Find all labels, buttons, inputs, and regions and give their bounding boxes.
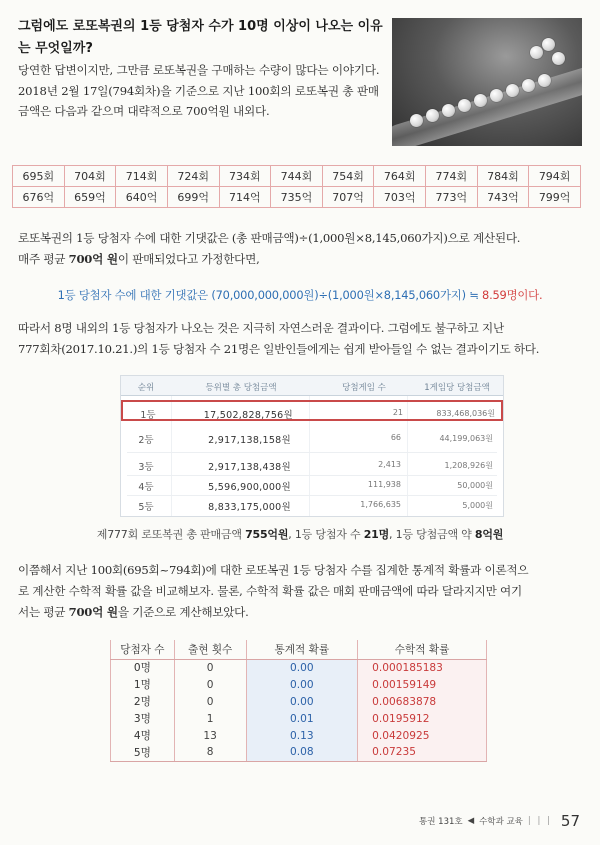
lotto-ball xyxy=(522,79,535,92)
header-games: 당첨게임 수 xyxy=(342,383,386,393)
probability-row xyxy=(111,693,487,710)
total-amount: 2,917,138,438원 xyxy=(208,462,291,473)
rank: 5등 xyxy=(138,502,154,513)
amount-cell: 714억 xyxy=(219,187,271,208)
bold-amount: 700억 원 xyxy=(68,605,118,619)
lotto-machine-photo xyxy=(392,18,582,146)
prize-row xyxy=(121,494,503,515)
statistical-probability: 0.00 xyxy=(246,676,358,693)
conclusion-paragraph xyxy=(18,318,584,360)
statistical-probability: 0.00 xyxy=(246,693,358,710)
probability-table xyxy=(110,640,487,762)
comparison-line-3 xyxy=(18,602,584,623)
caption-text: 제777회 로또복권 총 판매금액 xyxy=(96,528,246,541)
header-winners: 당첨자 수 xyxy=(111,640,175,659)
round-cell: 784회 xyxy=(477,166,529,187)
per-game-amount: 44,199,063원 xyxy=(439,434,493,443)
per-game-amount: 833,468,036원 xyxy=(436,409,495,418)
round-cell: 774회 xyxy=(426,166,478,187)
sales-table xyxy=(12,165,581,208)
occurrence-count: 0 xyxy=(174,676,246,693)
divider-bars: | | | xyxy=(527,816,552,826)
games-count: 111,938 xyxy=(367,480,401,489)
per-game-amount: 1,208,926원 xyxy=(444,461,493,470)
row-divider xyxy=(127,452,497,453)
round-cell: 794회 xyxy=(529,166,581,187)
page-footer xyxy=(419,812,580,830)
text-run: 을 기준으로 계산해보았다. xyxy=(117,605,249,619)
total-amount: 17,502,828,756원 xyxy=(203,410,293,421)
winner-count: 4명 xyxy=(111,727,175,744)
rank: 3등 xyxy=(138,462,154,473)
games-count: 1,766,635 xyxy=(360,500,401,509)
games-count: 2,413 xyxy=(378,460,401,469)
prize-row xyxy=(121,427,503,448)
lotto-ball xyxy=(410,114,423,127)
formula-result: 8.59명이다. xyxy=(482,288,543,302)
header-total: 등위별 총 당첨금액 xyxy=(205,383,277,393)
amount-cell: 640억 xyxy=(116,187,168,208)
lotto-ball xyxy=(458,99,471,112)
caption-bold: 8억원 xyxy=(474,528,504,541)
comparison-line-1: 이쯤해서 지난 100회(695회~794회)에 대한 로또복권 1등 당첨자 수를 집계한 통계적 확률과 이론적으 xyxy=(18,563,529,577)
prize-row xyxy=(121,474,503,495)
intro-paragraph: 당연한 답변이지만, 그만큼 로또복권을 구매하는 수량이 많다는 이야기다. 2018년 2월 17일(794회차)을 기준으로 지난 100회의 로또복권 총 판매금액은 다음과 같으며 대략적으로 700억원 내외다. xyxy=(18,63,380,118)
text-run: 이 판매되었다고 가정한다면, xyxy=(117,252,260,266)
conclusion-line-2: 777회차(2017.10.21.)의 1등 당첨자 수 21명은 일반인들에게는 쉽게 받아들일 수 없는 결과이기도 하다. xyxy=(18,342,540,356)
round-cell: 734회 xyxy=(219,166,271,187)
amount-cell: 735억 xyxy=(271,187,323,208)
sales-amount-row xyxy=(13,187,581,208)
round-cell: 754회 xyxy=(322,166,374,187)
amount-cell: 703억 xyxy=(374,187,426,208)
lotto-ball xyxy=(530,46,543,59)
caption-text: , 1등 당첨자 수 xyxy=(288,528,364,541)
formula-text: 1등 당첨자 수에 대한 기댓값은 (70,000,000,000원)÷(1,000원×8,145,060가지) ≒ xyxy=(57,288,483,302)
per-game-amount: 5,000원 xyxy=(462,501,493,510)
games-count: 66 xyxy=(390,433,401,442)
lotto-ball xyxy=(552,52,565,65)
mathematical-probability: 0.07235 xyxy=(358,744,487,761)
header-statistical: 통계적 확률 xyxy=(246,640,358,659)
lotto-ball xyxy=(542,38,555,51)
expectation-line-2 xyxy=(18,249,584,270)
mathematical-probability: 0.00159149 xyxy=(358,676,487,693)
round-cell: 704회 xyxy=(64,166,116,187)
header-occurrences: 출현 횟수 xyxy=(174,640,246,659)
round-cell: 695회 xyxy=(13,166,65,187)
expectation-formula xyxy=(0,287,600,303)
per-game-amount: 50,000원 xyxy=(457,481,493,490)
prize-caption xyxy=(0,526,600,542)
mathematical-probability: 0.00683878 xyxy=(358,693,487,710)
page-number: 57 xyxy=(560,812,580,830)
expectation-line-1: 로또복권의 1등 당첨자 수에 대한 기댓값은 (총 판매금액)÷(1,000원×8,145,060가지)으로 계산된다. xyxy=(18,231,521,245)
header-rank: 순위 xyxy=(137,383,155,393)
ball-tube xyxy=(392,64,582,146)
total-amount: 8,833,175,000원 xyxy=(208,502,291,513)
probability-row xyxy=(111,727,487,744)
statistical-probability: 0.00 xyxy=(246,659,358,676)
left-triangle-icon: ◀ xyxy=(467,816,475,826)
comparison-line-2: 로 계산한 수학적 확률 값을 비교해보자. 물론, 수학적 확률 값은 매회 판매금액에 따라 달라지지만 여기 xyxy=(18,584,522,598)
lotto-ball xyxy=(426,109,439,122)
occurrence-count: 0 xyxy=(174,659,246,676)
amount-cell: 676억 xyxy=(13,187,65,208)
amount-cell: 699억 xyxy=(167,187,219,208)
mathematical-probability: 0.000185183 xyxy=(358,659,487,676)
winner-count: 5명 xyxy=(111,744,175,761)
prize-row xyxy=(121,454,503,475)
occurrence-count: 0 xyxy=(174,693,246,710)
probability-row xyxy=(111,676,487,693)
caption-text: , 1등 당첨금액 약 xyxy=(389,528,475,541)
amount-cell: 799억 xyxy=(529,187,581,208)
occurrence-count: 13 xyxy=(174,727,246,744)
statistical-probability: 0.08 xyxy=(246,744,358,761)
lotto-ball xyxy=(538,74,551,87)
winner-count: 1명 xyxy=(111,676,175,693)
amount-cell: 659억 xyxy=(64,187,116,208)
mathematical-probability: 0.0195912 xyxy=(358,710,487,727)
amount-cell: 743억 xyxy=(477,187,529,208)
statistical-probability: 0.01 xyxy=(246,710,358,727)
lotto-ball xyxy=(474,94,487,107)
winner-count: 2명 xyxy=(111,693,175,710)
text-run: 매주 평균 xyxy=(18,252,69,266)
round-cell: 744회 xyxy=(271,166,323,187)
occurrence-count: 1 xyxy=(174,710,246,727)
rank: 4등 xyxy=(138,482,154,493)
prize-row-highlighted xyxy=(121,400,503,421)
mathematical-probability: 0.0420925 xyxy=(358,727,487,744)
winner-count: 0명 xyxy=(111,659,175,676)
lotto-ball xyxy=(442,104,455,117)
sales-round-row xyxy=(13,166,581,187)
conclusion-line-1: 따라서 8명 내외의 1등 당첨자가 나오는 것은 지극히 자연스러운 결과이다. 그럼에도 불구하고 지난 xyxy=(18,321,504,335)
caption-bold: 21명 xyxy=(363,528,390,541)
probability-row xyxy=(111,659,487,676)
probability-header-row xyxy=(111,640,487,659)
round-cell: 764회 xyxy=(374,166,426,187)
rank: 1등 xyxy=(140,410,156,421)
text-run: 서는 평균 xyxy=(18,605,69,619)
prize-table-screenshot xyxy=(120,375,504,517)
comparison-paragraph xyxy=(18,560,584,623)
total-amount: 2,917,138,158원 xyxy=(208,435,291,446)
bold-amount: 700억 원 xyxy=(68,252,118,266)
section-name: 수학과 교육 xyxy=(479,817,523,827)
round-cell: 724회 xyxy=(167,166,219,187)
total-amount: 5,596,900,000원 xyxy=(208,482,291,493)
amount-cell: 707억 xyxy=(322,187,374,208)
probability-row xyxy=(111,710,487,727)
expectation-paragraph xyxy=(18,228,584,270)
issue-number: 통권 131호 xyxy=(419,817,463,827)
header-per-game: 1게임당 당첨금액 xyxy=(424,383,490,393)
rank: 2등 xyxy=(138,435,154,446)
winner-count: 3명 xyxy=(111,710,175,727)
games-count: 21 xyxy=(392,408,403,417)
header-mathematical: 수학적 확률 xyxy=(358,640,487,659)
statistical-probability: 0.13 xyxy=(246,727,358,744)
amount-cell: 773억 xyxy=(426,187,478,208)
occurrence-count: 8 xyxy=(174,744,246,761)
prize-table-header xyxy=(121,376,503,396)
lotto-ball xyxy=(506,84,519,97)
article-heading: 그럼에도 로또복권의 1등 당첨자 수가 10명 이상이 나오는 이유는 무엇일까? xyxy=(18,19,383,56)
caption-bold: 755억원 xyxy=(245,528,289,541)
round-cell: 714회 xyxy=(116,166,168,187)
probability-row xyxy=(111,744,487,761)
lotto-ball xyxy=(490,89,503,102)
